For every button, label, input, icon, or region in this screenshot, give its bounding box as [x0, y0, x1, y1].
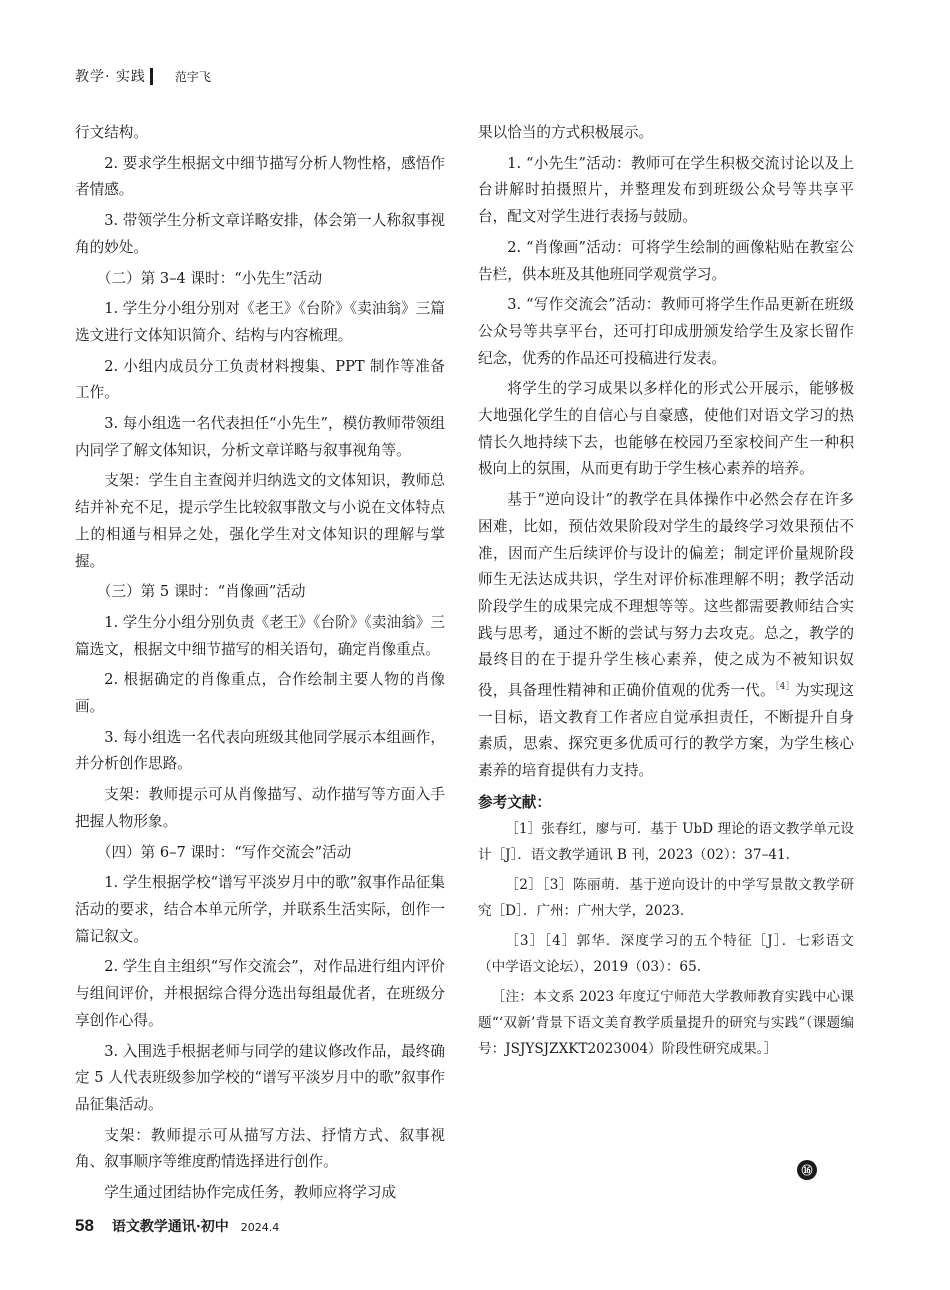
- paragraph: 将学生的学习成果以多样化的形式公开展示，能够极大地强化学生的自信心与自豪感，使他们对语文学习的热情长久地持续下去，也能够在校园乃至家校间产生一种积极向上的氛围，从而更有助于学生核心素养的培养。: [478, 380, 854, 478]
- paragraph: 2. 学生自主组织“写作交流会”，对作品进行组内评价与组间评价，并根据综合得分选出每组最优者，在班级分享创作心得。: [75, 958, 445, 1029]
- paragraph: 1. “小先生”活动：教师可在学生积极交流讨论以及上台讲解时拍摄照片，并整理发布到班级公众号等共享平台，配文对学生进行表扬与鼓励。: [478, 154, 854, 226]
- paragraph-text: 基于“逆向设计”的教学在具体操作中必然会存在许多困难，比如，预估效果阶段对学生的最终学习效果预估不准，因而产生后续评价与设计的偏差；制定评价量规阶段师生无法达成共识，学生对评价标准理解不明；教学活动阶段学生的成果完成不理想等等。这些都需要教师结合实践与思考，通过不断的尝试与努力去攻克。总之，教学的最终目的在于提升学生核心素养，使之成为不被知识奴役，具备理性精神和正确价值观的优秀一代。: [478, 491, 854, 699]
- paragraph: 1. 学生分小组分别对《老王》《台阶》《卖油翁》三篇选文进行文体知识简介、结构与内容梳理。: [75, 300, 445, 344]
- section-heading: （三）第 5 课时：“肖像画”活动: [96, 583, 306, 601]
- paragraph: 1. 学生根据学校“谱写平淡岁月中的歌”叙事作品征集活动的要求，结合本单元所学，并联系生活实际，创作一篇记叙文。: [75, 874, 445, 945]
- paragraph: 3. 每小组选一名代表向班级其他同学展示本组画作，并分析创作思路。: [75, 728, 445, 773]
- funding-note: ［注：本文系 2023 年度辽宁师范大学教师教育实践中心课题“‘双新’背景下语文美育教学质量提升的研究与实践”（课题编号：JSJYSJZXKT2023004）阶段性研究成果。］: [478, 988, 854, 1057]
- paragraph: 学生通过团结协作完成任务，教师应将学习成: [104, 1184, 397, 1202]
- citation-marker: ［4］: [774, 682, 795, 693]
- page-number: 58: [75, 1216, 94, 1235]
- reference-item: ［1］张春红，廖与可．基于 UbD 理论的语文教学单元设计［J］．语文教学通讯 B 刊，2023（02）：37–41.: [478, 820, 854, 863]
- paragraph: 果以恰当的方式积极展示。: [478, 124, 654, 141]
- right-column: [478, 120, 854, 1062]
- left-column: [75, 120, 445, 1211]
- references-heading: 参考文献：: [478, 793, 551, 811]
- paragraph: 2. 要求学生根据文中细节描写分析人物性格，感悟作者情感。: [75, 154, 445, 199]
- section-heading: （四）第 6–7 课时：“写作交流会”活动: [96, 843, 352, 861]
- paragraph: 1. 学生分小组分别负责《老王》《台阶》《卖油翁》三篇选文，根据文中细节描写的相关语句，确定肖像重点。: [75, 613, 445, 658]
- author-name: 范宇飞: [174, 69, 211, 84]
- paragraph: 支架：学生自主查阅并归纳选文的文体知识，教师总结并补充不足，提示学生比较叙事散文与小说在文体特点上的相通与相异之处，强化学生对文体知识的理解与掌握。: [75, 472, 445, 570]
- header-bar: [150, 68, 153, 85]
- reference-item: ［2］［3］陈丽萌．基于逆向设计的中学写景散文教学研究［D］．广州：广州大学，2023.: [478, 876, 854, 919]
- issue-number: 2024.4: [240, 1221, 280, 1234]
- section-heading: （二）第 3–4 课时：“小先生”活动: [96, 269, 323, 287]
- paragraph: 3. “写作交流会”活动：教师可将学生作品更新在班级公众号等共享平台，还可打印成册颁发给学生及家长留作纪念，优秀的作品还可投稿进行发表。: [478, 296, 854, 367]
- paragraph: 行文结构。: [75, 124, 148, 141]
- paragraph: 2. 小组内成员分工负责材料搜集、PPT 制作等准备工作。: [75, 357, 445, 402]
- end-mark-icon: ⑯: [797, 1160, 817, 1180]
- section-title: 教学· 实践: [75, 69, 146, 85]
- paragraph: 2. 根据确定的肖像重点，合作绘制主要人物的肖像画。: [75, 671, 445, 716]
- running-header: [75, 66, 211, 86]
- paragraph-conclusion: [478, 487, 854, 785]
- paragraph: 2. “肖像画”活动：可将学生绘制的画像粘贴在教室公告栏，供本班及其他班同学观赏学习。: [478, 238, 854, 283]
- paragraph: 支架：教师提示可从描写方法、抒情方式、叙事视角、叙事顺序等维度酌情选择进行创作。: [75, 1126, 445, 1171]
- paragraph: 3. 每小组选一名代表担任“小先生”，模仿教师带领组内同学了解文体知识，分析文章详略与叙事视角等。: [75, 415, 445, 459]
- paragraph: 3. 入围选手根据老师与同学的建议修改作品，最终确定 5 人代表班级参加学校的“谱写平淡岁月中的歌”叙事作品征集活动。: [75, 1042, 445, 1113]
- reference-item: ［3］［4］郭华．深度学习的五个特征［J］．七彩语文（中学语文论坛），2019（03）：65.: [478, 932, 854, 975]
- page-footer: [75, 1216, 279, 1236]
- paragraph: 支架：教师提示可从肖像描写、动作描写等方面入手把握人物形象。: [75, 786, 445, 830]
- paragraph-tail: 为实现这一目标，语文教育工作者应自觉承担责任，不断提升自身素质，思索、探究更多优质可行的教学方案，为学生核心素养的培育提供有力支持。: [478, 681, 854, 780]
- paragraph: 3. 带领学生分析文章详略安排，体会第一人称叙事视角的妙处。: [75, 212, 445, 256]
- journal-name: 语文教学通讯·初中: [111, 1219, 229, 1235]
